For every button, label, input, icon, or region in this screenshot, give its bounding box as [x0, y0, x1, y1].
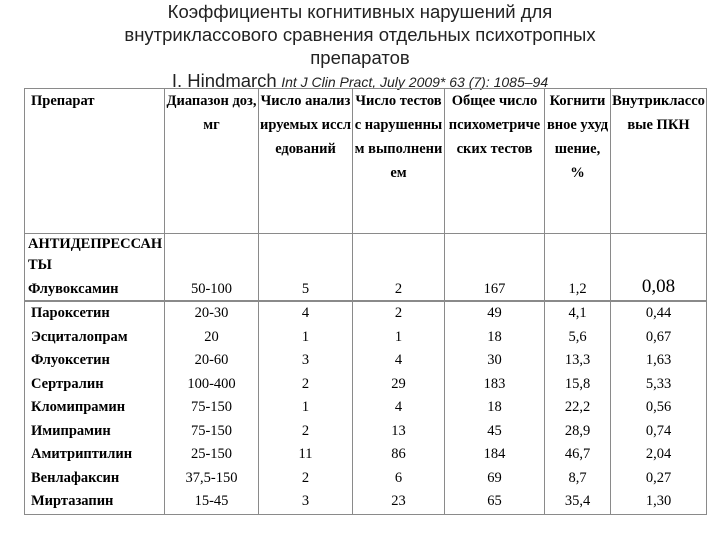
table-cell: 0,56	[611, 396, 707, 420]
table-cell: 4	[353, 349, 445, 373]
table-cell: 5	[259, 234, 353, 302]
table-cell: 35,4	[545, 490, 611, 514]
table-cell: 13,3	[545, 349, 611, 373]
table-cell: 100-400	[165, 373, 259, 397]
table-row	[25, 420, 707, 444]
title-line: внутриклассового сравнения отдельных психотропных	[124, 24, 596, 45]
table-cell: 20-30	[165, 301, 259, 326]
table-cell: 20-60	[165, 349, 259, 373]
table-row	[25, 301, 707, 326]
drug-name: Имипрамин	[25, 420, 165, 444]
title-line: препаратов	[310, 47, 410, 68]
table-cell: 8,7	[545, 467, 611, 491]
table-cell: 75-150	[165, 396, 259, 420]
table-cell: 18	[445, 326, 545, 350]
drug-name: Флуоксетин	[25, 349, 165, 373]
section-label: АНТИДЕПРЕССАНТЫ	[28, 236, 163, 273]
table-row	[25, 467, 707, 491]
table-cell: 167	[445, 234, 545, 302]
table-row	[25, 490, 707, 514]
title-line: Коэффициенты когнитивных нарушений для	[167, 1, 553, 22]
section-label-cell	[25, 234, 165, 302]
table-cell: 0,08	[611, 234, 707, 302]
table-cell: 22,2	[545, 396, 611, 420]
header-drug: Препарат	[25, 89, 165, 234]
drug-name: Эсциталопрам	[25, 326, 165, 350]
table-cell: 5,33	[611, 373, 707, 397]
table-cell: 2	[259, 467, 353, 491]
table-cell: 2	[353, 301, 445, 326]
drug-rows	[25, 301, 707, 514]
drug-comparison-table	[24, 88, 707, 515]
table-cell: 1	[353, 326, 445, 350]
drug-name: Сертралин	[25, 373, 165, 397]
table-row	[25, 443, 707, 467]
table-cell: 1	[259, 326, 353, 350]
table-cell: 28,9	[545, 420, 611, 444]
table-cell: 4,1	[545, 301, 611, 326]
table-cell: 5,6	[545, 326, 611, 350]
section-row-antidepressants	[25, 234, 707, 302]
table-cell: 45	[445, 420, 545, 444]
table-cell: 46,7	[545, 443, 611, 467]
drug-name: Кломипрамин	[25, 396, 165, 420]
table-cell: 30	[445, 349, 545, 373]
table-cell: 18	[445, 396, 545, 420]
table-cell: 11	[259, 443, 353, 467]
table-cell: 2	[259, 373, 353, 397]
table-cell: 184	[445, 443, 545, 467]
table-cell: 0,44	[611, 301, 707, 326]
table-cell: 49	[445, 301, 545, 326]
table-cell: 15,8	[545, 373, 611, 397]
table-cell: 2	[353, 234, 445, 302]
table-cell: 65	[445, 490, 545, 514]
table-cell: 3	[259, 490, 353, 514]
table-cell: 0,74	[611, 420, 707, 444]
table-cell: 75-150	[165, 420, 259, 444]
drug-name: Флувоксамин	[28, 281, 119, 297]
table-row	[25, 396, 707, 420]
header-total-tests: Общее число психометрических тестов	[445, 89, 545, 234]
table-cell: 1,2	[545, 234, 611, 302]
table-cell: 183	[445, 373, 545, 397]
drug-name: Пароксетин	[25, 301, 165, 326]
table-cell: 2,04	[611, 443, 707, 467]
table-cell: 3	[259, 349, 353, 373]
table-row	[25, 326, 707, 350]
table-cell: 1	[259, 396, 353, 420]
header-impaired-tests: Число тестов с нарушенным выполнением	[353, 89, 445, 234]
table-cell: 25-150	[165, 443, 259, 467]
header-row	[25, 89, 707, 234]
table-cell: 4	[259, 301, 353, 326]
table-cell: 15-45	[165, 490, 259, 514]
table-cell: 13	[353, 420, 445, 444]
header-intraclass-pkn: Внутриклассовые ПКН	[611, 89, 707, 234]
table-cell: 0,27	[611, 467, 707, 491]
table-cell: 20	[165, 326, 259, 350]
table-cell: 37,5-150	[165, 467, 259, 491]
table-cell: 23	[353, 490, 445, 514]
table-cell: 86	[353, 443, 445, 467]
citation-author: I. Hindmarch	[171, 70, 277, 91]
header-studies-count: Число анализируемых исследований	[259, 89, 353, 234]
drug-name: Венлафаксин	[25, 467, 165, 491]
table-cell: 1,30	[611, 490, 707, 514]
drug-name: Амитриптилин	[25, 443, 165, 467]
table-cell: 2	[259, 420, 353, 444]
citation-source: Int J Clin Pract, July 2009* 63 (7): 1085–94	[281, 74, 549, 90]
table-cell: 29	[353, 373, 445, 397]
table-cell: 1,63	[611, 349, 707, 373]
table-cell: 69	[445, 467, 545, 491]
header-cognitive-decline: Когнитивное ухудшение, %	[545, 89, 611, 234]
table-row	[25, 349, 707, 373]
drug-name: Миртазапин	[25, 490, 165, 514]
table-cell: 4	[353, 396, 445, 420]
table-cell: 6	[353, 467, 445, 491]
slide-title	[0, 0, 720, 69]
header-dose-range: Диапазон доз, мг	[165, 89, 259, 234]
table-cell: 0,67	[611, 326, 707, 350]
table-row	[25, 373, 707, 397]
table-cell: 50-100	[165, 234, 259, 302]
